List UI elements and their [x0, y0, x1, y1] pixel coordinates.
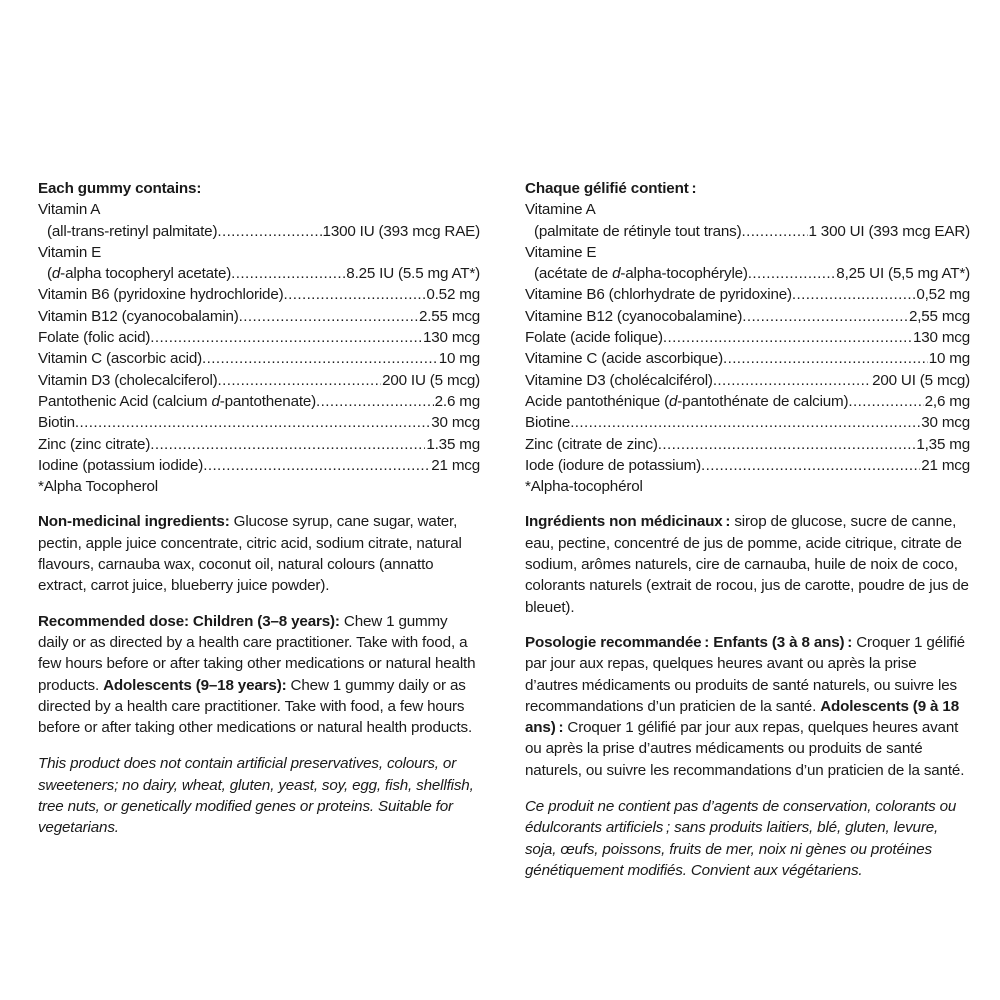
nutrient-amount: 2.55 mcg: [418, 307, 480, 325]
allergen-disclaimer-fr: Ce produit ne contient pas d’agents de conservation, colorants ou édulcorants artificiels ; sans produits laitiers, blé, gluten, levure, soja, œufs, poissons, fruits de mer, noix ni gènes ou protéines génétiquement modifiés. Convient aux végétariens.: [525, 798, 957, 879]
dot-leader: [316, 391, 434, 412]
nutrient-amount: 130 mcg: [913, 329, 970, 347]
nutrient-row: [525, 263, 970, 284]
spacer: [38, 497, 480, 511]
dose-adolescents-text-fr: Croquer 1 gélifié par jour aux repas, quelques heures avant ou après la prise d’autres médicaments ou produits de santé naturels, ou suivre les recommandations d’un praticien de la santé.: [525, 719, 965, 779]
dose-children-text-fr: Croquer 1 gélifié par jour aux repas, quelques heures avant ou après la prise d’autres médicaments ou produits de santé naturels, ou suivre les recommandations d’un praticien de la santé.: [525, 633, 965, 715]
nutrient-amount: 130 mcg: [423, 329, 480, 347]
nutrient-name: Zinc (zinc citrate): [38, 435, 151, 453]
nutrient-row: [525, 391, 970, 412]
nutrient-row: [525, 306, 970, 327]
nutrient-name: Biotin: [38, 414, 75, 432]
nutrient-name: Vitamin E: [38, 243, 102, 261]
dot-leader: [848, 391, 923, 412]
dot-leader: [658, 434, 916, 455]
allergen-disclaimer-en: This product does not contain artificial preservatives, colours, or sweeteners; no dairy, wheat, gluten, yeast, soy, egg, fish, shellfish, tree nuts, or genetically modified genes or proteins. Suitable for vegetarians.: [38, 755, 474, 837]
nutrient-row: [525, 327, 970, 348]
dot-leader: [570, 412, 920, 433]
nutrient-name: Iodine (potassium iodide): [38, 456, 204, 474]
nutrient-amount: 8,25 UI (5,5 mg AT*): [836, 265, 970, 283]
nutrient-row: [525, 455, 970, 476]
recommended-dose-fr: [525, 632, 970, 781]
nutrient-amount: 2.6 mg: [434, 392, 480, 410]
nutrient-row: [38, 306, 480, 327]
nutrient-row: [525, 221, 970, 242]
non-medicinal-text-en: Glucose syrup, cane sugar, water, pectin, apple juice concentrate, citric acid, sodium citrate, natural flavours, carnauba wax, coconut oil, natural colours (annatto extract, carrot juice, blueberry juice powder).: [38, 513, 462, 595]
nutrient-amount: 2,55 mcg: [908, 307, 970, 325]
spacer: [38, 597, 480, 611]
non-medicinal-ingredients-fr: [525, 511, 970, 617]
nutrient-amount: 1,35 mg: [916, 435, 970, 453]
nutrient-row: [525, 412, 970, 433]
non-medicinal-label-fr: Ingrédients non médicinaux :: [525, 513, 731, 531]
nutrient-name: (palmitate de rétinyle tout trans): [534, 222, 742, 240]
nutrient-row: [38, 199, 480, 220]
nutrient-row: [38, 370, 480, 391]
tocopherol-footnote-en: *Alpha Tocopherol: [38, 478, 158, 496]
dot-leader: [741, 221, 807, 242]
nutrient-amount: 1300 IU (393 mcg RAE): [322, 222, 480, 240]
spacer: [525, 781, 970, 796]
nutrient-name: Biotine: [525, 414, 571, 432]
nutrient-row: [525, 199, 970, 220]
nutrient-name: Vitamine A: [525, 201, 596, 219]
dot-leader: [231, 263, 345, 284]
nutrient-name: Vitamine C (acide ascorbique): [525, 350, 723, 368]
dot-leader: [283, 284, 425, 305]
nutrient-name: (acétate de d-alpha-tocophéryle): [534, 265, 748, 283]
nutrient-row: [525, 242, 970, 263]
nutrient-amount: 200 UI (5 mcg): [872, 371, 970, 389]
french-column: [525, 178, 970, 881]
nutrient-row: [38, 391, 480, 412]
dot-leader: [202, 348, 438, 369]
nutrient-name: Vitamin B6 (pyridoxine hydrochloride): [38, 286, 284, 304]
nutrient-name: Zinc (citrate de zinc): [525, 435, 658, 453]
spacer: [525, 497, 970, 511]
nutrient-row: [38, 434, 480, 455]
dot-leader: [742, 306, 908, 327]
nutrient-list-en: [38, 199, 480, 476]
nutrient-row: [525, 348, 970, 369]
nutrient-name: (d-alpha tocopheryl acetate): [47, 265, 232, 283]
nutrient-row: [525, 434, 970, 455]
nutrient-amount: 30 mcg: [921, 414, 970, 432]
dot-leader: [701, 455, 920, 476]
nutrient-row: [38, 263, 480, 284]
stereo-prefix: d: [51, 265, 61, 283]
nutrient-row: [38, 221, 480, 242]
tocopherol-footnote-fr: *Alpha-tocophérol: [525, 478, 643, 496]
nutrient-name: Vitamine B6 (chlorhydrate de pyridoxine): [525, 286, 792, 304]
nutrient-amount: 0.52 mg: [426, 286, 480, 304]
nutrient-name: Acide pantothénique (d-pantothénate de calcium): [525, 392, 849, 410]
dose-adolescents-text-en: Chew 1 gummy daily or as directed by a health care practitioner. Take with food, a few hours before or after taking other medications or natural health products.: [38, 676, 473, 737]
dot-leader: [713, 370, 871, 391]
dot-leader: [723, 348, 928, 369]
nutrient-row: [38, 327, 480, 348]
nutrient-amount: 1 300 UI (393 mcg EAR): [808, 222, 970, 240]
nutrient-amount: 21 mcg: [431, 456, 480, 474]
nutrient-name: (all-trans-retinyl palmitate): [47, 222, 218, 240]
nutrient-name: Iode (iodure de potassium): [525, 456, 701, 474]
dot-leader: [218, 370, 382, 391]
dot-leader: [792, 284, 915, 305]
stereo-prefix: d: [211, 392, 220, 410]
stereo-prefix: d: [669, 392, 678, 410]
non-medicinal-ingredients-en: [38, 511, 480, 596]
nutrient-name: Vitamin A: [38, 201, 101, 219]
nutrient-name: Pantothenic Acid (calcium d-pantothenate): [38, 392, 317, 410]
dose-adolescents-label-en: Adolescents (9–18 years):: [103, 676, 287, 694]
nutrient-amount: 1.35 mg: [426, 435, 480, 453]
dose-adolescents-label-fr: Adolescents (9 à 18 ans) :: [525, 697, 959, 737]
nutrient-name: Vitamine E: [525, 243, 597, 261]
non-medicinal-text-fr: sirop de glucose, sucre de canne, eau, pectine, concentré de jus de pomme, acide citrique, citrate de sodium, arômes naturels, cire de carnauba, huile de noix de coco, colorants naturels (extrait de rocou, jus de carotte, poudre de jus de bleuet).: [525, 513, 969, 616]
dot-leader: [203, 455, 430, 476]
dose-children-label-fr: Posologie recommandée : Enfants (3 à 8 ans) :: [525, 633, 853, 651]
nutrient-row: [525, 370, 970, 391]
english-column: [38, 178, 480, 839]
spacer: [38, 738, 480, 753]
medicinal-ingredients-heading-en: Each gummy contains:: [38, 180, 202, 197]
nutrient-name: Folate (acide folique): [525, 329, 663, 347]
nutrient-amount: 2,6 mg: [924, 392, 970, 410]
non-medicinal-label-en: Non-medicinal ingredients:: [38, 513, 230, 531]
spacer: [525, 618, 970, 632]
dose-children-text-en: Chew 1 gummy daily or as directed by a health care practitioner. Take with food, a few hours before or after taking other medications or natural health products.: [38, 612, 476, 694]
nutrient-amount: 8.25 IU (5.5 mg AT*): [346, 265, 480, 283]
nutrient-amount: 30 mcg: [431, 414, 480, 432]
nutrient-row: [38, 455, 480, 476]
dose-children-label-en: Recommended dose: Children (3–8 years):: [38, 612, 340, 630]
nutrient-name: Vitamine B12 (cyanocobalamine): [525, 307, 743, 325]
dot-leader: [217, 221, 321, 242]
recommended-dose-en: [38, 611, 480, 739]
nutrient-amount: 21 mcg: [921, 456, 970, 474]
nutrient-row: [38, 412, 480, 433]
nutrient-row: [38, 242, 480, 263]
nutrient-amount: 200 IU (5 mcg): [382, 371, 480, 389]
dot-leader: [150, 434, 425, 455]
nutrient-row: [525, 284, 970, 305]
nutrient-name: Folate (folic acid): [38, 329, 151, 347]
nutrient-amount: 10 mg: [928, 350, 970, 368]
dot-leader: [663, 327, 912, 348]
nutrient-row: [38, 284, 480, 305]
nutrient-amount: 0,52 mg: [916, 286, 970, 304]
dot-leader: [150, 327, 422, 348]
dot-leader: [748, 263, 836, 284]
dot-leader: [239, 306, 418, 327]
nutrient-amount: 10 mg: [438, 350, 480, 368]
stereo-prefix: d: [612, 265, 621, 283]
dot-leader: [75, 412, 430, 433]
nutrient-name: Vitamin C (ascorbic acid): [38, 350, 203, 368]
medicinal-ingredients-heading-fr: Chaque gélifié contient :: [525, 180, 697, 197]
nutrient-name: Vitamin D3 (cholecalciferol): [38, 371, 218, 389]
nutrient-name: Vitamin B12 (cyanocobalamin): [38, 307, 239, 325]
nutrient-row: [38, 348, 480, 369]
nutrient-name: Vitamine D3 (cholécalciférol): [525, 371, 713, 389]
nutrient-list-fr: [525, 199, 970, 476]
bilingual-columns: [38, 178, 968, 881]
